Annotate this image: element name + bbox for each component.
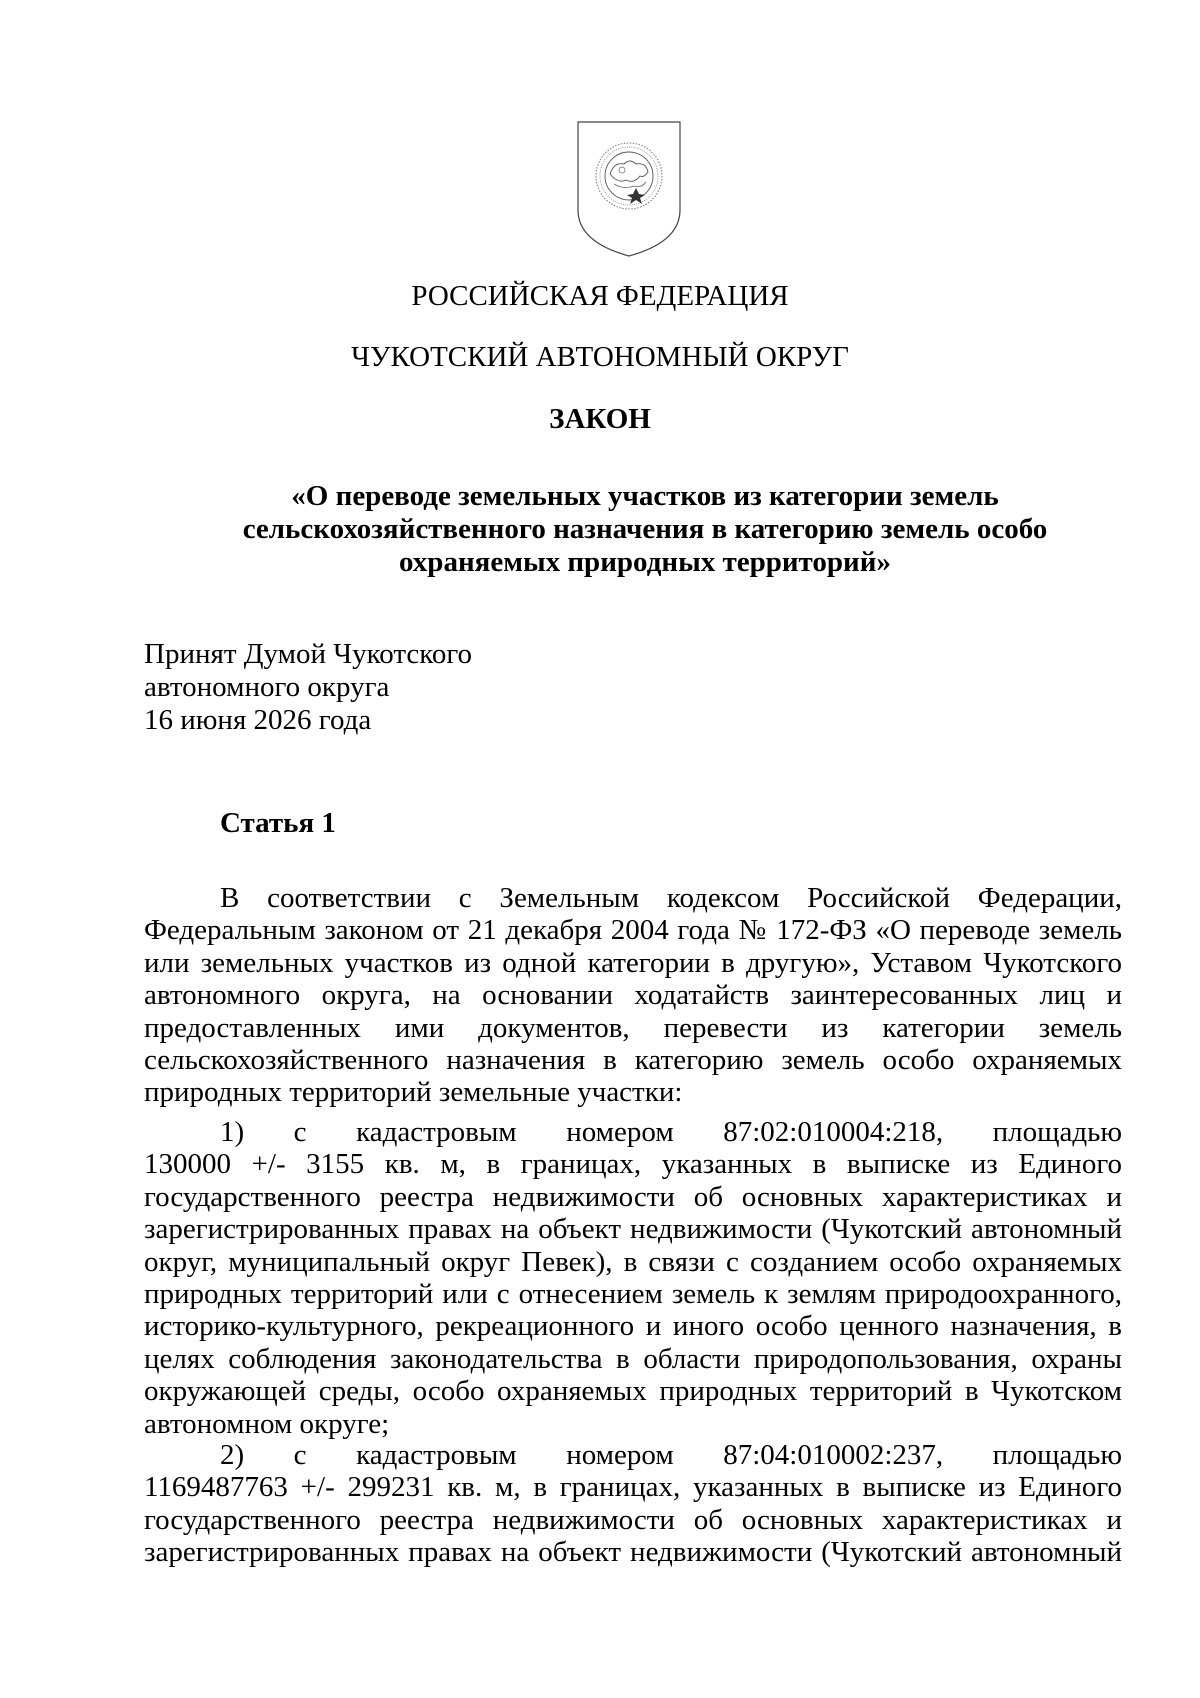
paragraph-line: государственного реестра недвижимости об основных характеристиках и <box>144 1503 1122 1536</box>
paragraph-line: зарегистрированных правах на объект недвижимости (Чукотский автономный <box>144 1536 1122 1569</box>
paragraph-line: 2) с кадастровым номером 87:04:010002:237, площадью <box>220 1439 1122 1471</box>
law-title-line: сельскохозяйственного назначения в категорию земель особо <box>242 513 1048 545</box>
coat-of-arms-emblem <box>574 118 684 260</box>
paragraph-line: Федеральным законом от 21 декабря 2004 года № 172-ФЗ «О переводе земель <box>144 914 1122 947</box>
paragraph-line: природных территорий земельные участки: <box>144 1076 683 1109</box>
paragraph-line: или земельных участков из одной категории в другую», Уставом Чукотского <box>144 946 1122 979</box>
region-name: ЧУКОТСКИЙ АВТОНОМНЫЙ ОКРУГ <box>351 341 849 373</box>
paragraph-line: 1169487763 +/- 299231 кв. м, в границах, указанных в выписке из Единого <box>144 1471 1122 1504</box>
law-title <box>220 480 1070 579</box>
paragraph-line: округ, муниципальный округ Певек), в связи с созданием особо охраняемых <box>144 1245 1122 1278</box>
paragraph-line: предоставленных ими документов, перевести из категории земель <box>144 1011 1122 1044</box>
document-type: ЗАКОН <box>549 403 651 435</box>
paragraph-line: сельскохозяйственного назначения в категорию земель особо охраняемых <box>144 1044 1122 1077</box>
paragraph-line: окружающей среды, особо охраняемых природных территорий в Чукотском <box>144 1375 1122 1408</box>
adoption-line: автономного округа <box>144 671 390 703</box>
paragraph-line: зарегистрированных правах на объект недвижимости (Чукотский автономный <box>144 1213 1122 1246</box>
paragraph-line: автономном округе; <box>144 1407 390 1440</box>
paragraph-line: 130000 +/- 3155 кв. м, в границах, указанных в выписке из Единого <box>144 1148 1122 1181</box>
paragraph-line: автономного округа, на основании ходатайств заинтересованных лиц и <box>144 979 1122 1012</box>
adoption-info <box>144 638 472 737</box>
list-item-1 <box>144 1116 1122 1440</box>
list-item-2 <box>144 1439 1122 1569</box>
paragraph-line: природных территорий или с отнесением земель к землям природоохранного, <box>144 1278 1122 1311</box>
adoption-line: Принят Думой Чукотского <box>144 638 473 670</box>
article-intro-paragraph <box>144 882 1122 1109</box>
adoption-date: 16 июня 2026 года <box>144 704 372 736</box>
law-title-line: «О переводе земельных участков из категории земель <box>291 480 999 512</box>
law-title-line: охраняемых природных территорий» <box>399 546 891 578</box>
paragraph-line: целях соблюдения законодательства в области природопользования, охраны <box>144 1342 1122 1375</box>
article-heading: Статья 1 <box>220 807 336 839</box>
paragraph-line: 1) с кадастровым номером 87:02:010004:218, площадью <box>220 1116 1122 1148</box>
paragraph-line: В соответствии с Земельным кодексом Российской Федерации, <box>220 882 1122 914</box>
paragraph-line: историко-культурного, рекреационного и иного особо ценного назначения, в <box>144 1310 1122 1343</box>
paragraph-line: государственного реестра недвижимости об основных характеристиках и <box>144 1180 1122 1213</box>
country-name: РОССИЙСКАЯ ФЕДЕРАЦИЯ <box>411 280 789 312</box>
